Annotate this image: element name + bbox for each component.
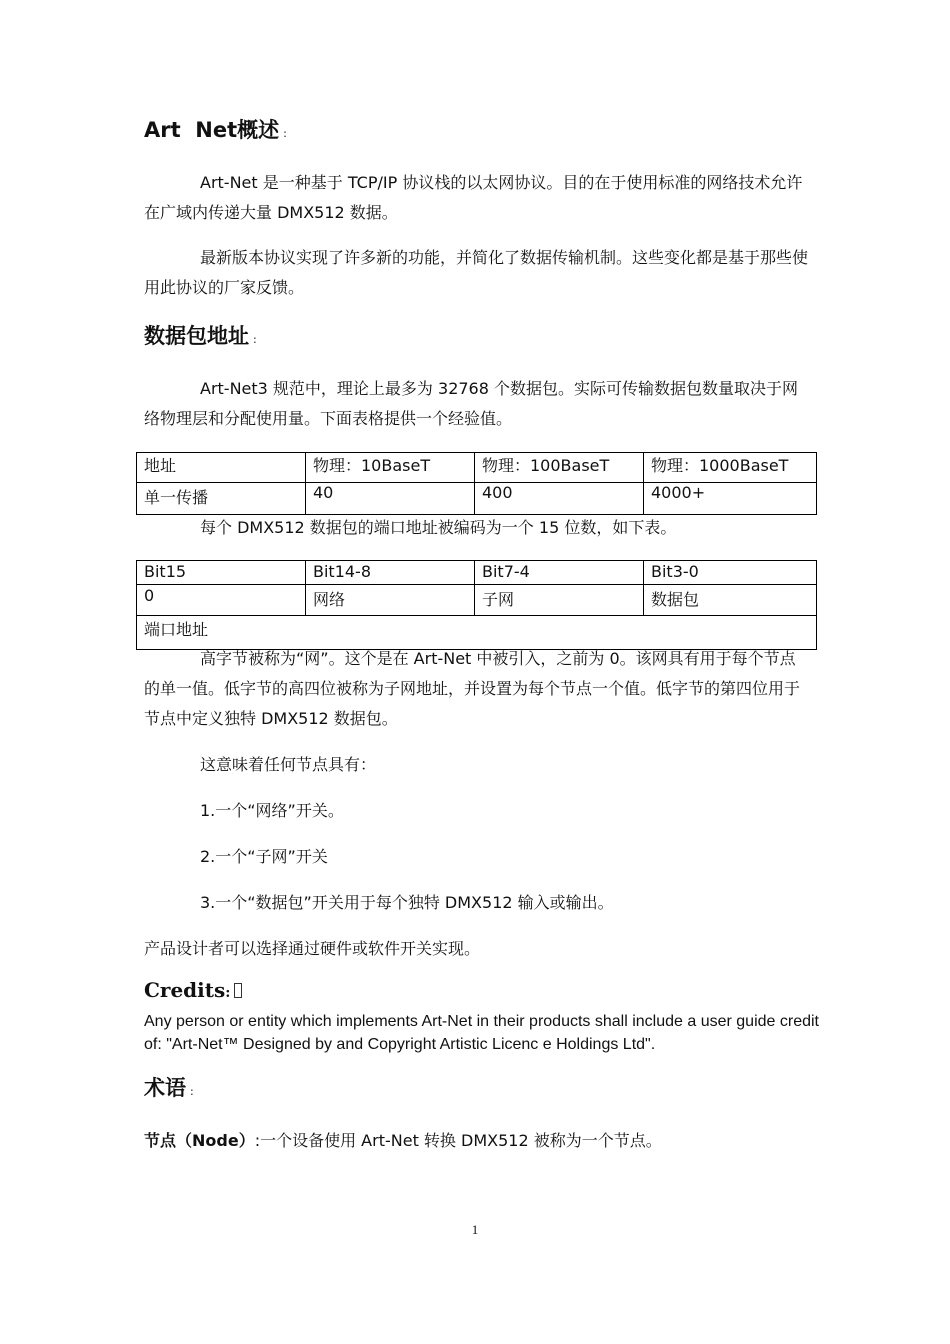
table-cell: 单一传播	[137, 483, 306, 515]
table-cell: 数据包	[644, 585, 817, 616]
packet-address-heading-text: 数据包地址	[144, 324, 249, 348]
page-number: 1	[471, 1222, 479, 1237]
table-row	[137, 561, 817, 585]
table-row	[137, 483, 817, 515]
credits-heading	[144, 978, 242, 1002]
overview-paragraph-1: Art-Net 是一种基于 TCP/IP 协议栈的以太网协议。目的在于使用标准的网络技术允许在广域内传递大量 DMX512 数据。	[144, 173, 803, 222]
table-row	[137, 453, 817, 483]
node-definition	[144, 1126, 808, 1156]
table-cell: Bit3-0	[644, 561, 817, 585]
packet-paragraph-1: Art-Net3 规范中，理论上最多为 32768 个数据包。实际可传输数据包数量取决于网络物理层和分配使用量。下面表格提供一个经验值。	[144, 379, 798, 428]
credits-heading-text: Credits	[144, 978, 226, 1002]
table-cell: 400	[475, 483, 644, 515]
list-item: 3.一个“数据包”开关用于每个独特 DMX512 输入或输出。	[200, 893, 614, 912]
table-cell: 端口地址	[137, 616, 817, 650]
node-term: 节点（Node）	[144, 1131, 255, 1150]
table-cell: 0	[137, 585, 306, 616]
table-cell: 地址	[137, 453, 306, 483]
packet-paragraph-2: 高字节被称为“网”。这个是在 Art-Net 中被引入，之前为 0。该网具有用于每个节点的单一值。低字节的高四位被称为子网地址，并设置为每个节点一个值。低字节的第四位用于节点中定义独特 DMX512 数据包。	[144, 649, 801, 728]
bandwidth-table	[136, 452, 817, 515]
heading-colon: :	[283, 127, 287, 140]
heading-colon: :	[253, 333, 257, 346]
terms-heading-text: 术语	[144, 1076, 186, 1100]
heading-colon: :	[190, 1085, 194, 1098]
node-def-text: :一个设备使用 Art-Net 转换 DMX512 被称为一个节点。	[254, 1131, 662, 1150]
port-address-table	[136, 560, 817, 650]
table-cell: 40	[306, 483, 475, 515]
table-cell: 网络	[306, 585, 475, 616]
credits-text: Any person or entity which implements Art-Net in their products shall include a user guide credit of: "Art-Net™ Designed by and Copyright Artistic Licenc e Holdings Ltd".	[144, 1013, 819, 1053]
table-cell: 物理：1000BaseT	[644, 453, 817, 483]
table-cell: 物理：100BaseT	[475, 453, 644, 483]
table-cell: Bit15	[137, 561, 306, 585]
terms-heading	[144, 1072, 194, 1102]
packet-address-heading	[144, 320, 257, 350]
table-row	[137, 585, 817, 616]
list-item: 2.一个“子网”开关	[200, 847, 328, 866]
designer-text: 产品设计者可以选择通过硬件或软件开关实现。	[144, 939, 481, 958]
table-cell: 4000+	[644, 483, 817, 515]
overview-paragraph-2: 最新版本协议实现了许多新的功能，并简化了数据传输机制。这些变化都是基于那些使用此协议的厂家反馈。	[144, 248, 809, 297]
means-text: 这意味着任何节点具有：	[200, 755, 377, 774]
missing-glyph-icon	[234, 983, 242, 998]
table-cell: Bit7-4	[475, 561, 644, 585]
overview-heading	[144, 114, 287, 144]
table-cell: Bit14-8	[306, 561, 475, 585]
list-item: 1.一个“网络”开关。	[200, 801, 344, 820]
credits-colon: :	[225, 985, 231, 1001]
table-cell: 物理：10BaseT	[306, 453, 475, 483]
overview-heading-text: Art Net概述	[144, 118, 280, 142]
table-cell: 子网	[475, 585, 644, 616]
table-caption: 每个 DMX512 数据包的端口地址被编码为一个 15 位数，如下表。	[200, 518, 677, 537]
